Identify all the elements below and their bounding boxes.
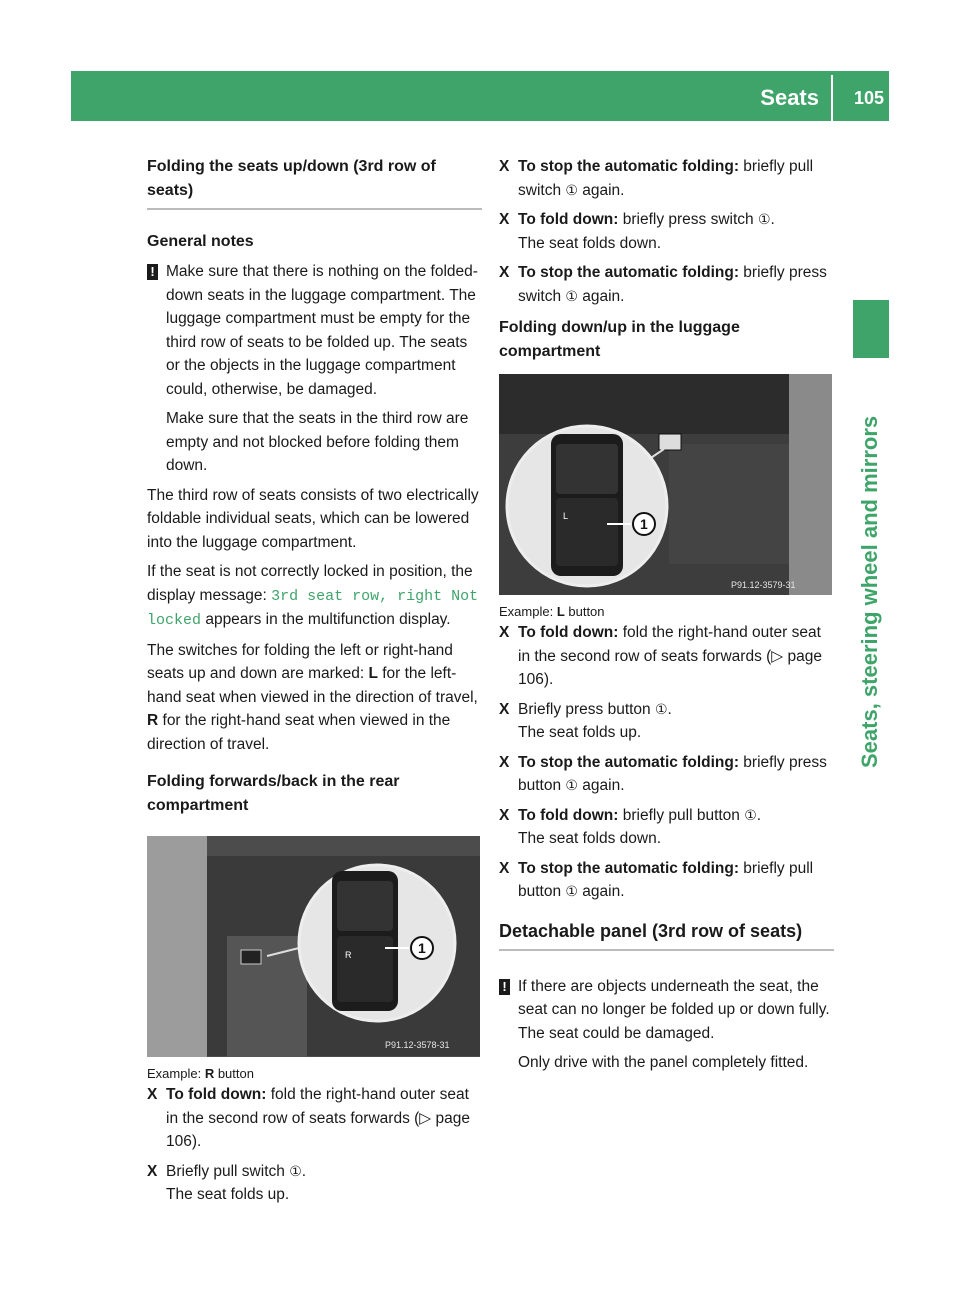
caption-text: button: [214, 1066, 254, 1081]
warning-icon: !: [147, 264, 158, 280]
instruction-step: [499, 751, 834, 798]
step-result: The seat folds down.: [518, 234, 662, 252]
paragraph: The third row of seats consists of two electrically foldable individual seats, which can be lowered into the luggage compartment.: [147, 486, 479, 551]
step-text: Briefly press button: [518, 700, 655, 718]
subheading: Folding down/up in the luggage compartment: [499, 319, 740, 360]
step-label: To fold down:: [518, 624, 619, 641]
step-label: To stop the automatic folding:: [518, 158, 739, 175]
instruction-step: [499, 804, 834, 851]
step-label: To fold down:: [518, 806, 619, 824]
right-column: [499, 155, 834, 1081]
figure-button-letter: R: [345, 950, 352, 960]
step-text: .: [756, 806, 762, 824]
step-text: briefly press switch: [618, 211, 758, 228]
callout-icon: ①: [565, 287, 578, 304]
step-label: To stop the automatic folding:: [518, 264, 739, 281]
figure-button-letter: L: [563, 511, 569, 521]
paragraph: [147, 639, 482, 757]
switch-label: L: [368, 665, 378, 682]
header-bar: [71, 71, 889, 121]
section-heading: Detachable panel (3rd row of seats): [499, 918, 834, 951]
callout-icon: ①: [744, 806, 757, 823]
step-marker-icon: X: [499, 753, 510, 771]
step-label: To fold down:: [166, 1086, 267, 1103]
figure-rear-compartment: [147, 836, 480, 1057]
header-divider: [831, 75, 833, 121]
caption-text: button: [564, 604, 605, 619]
instruction-step: [499, 698, 834, 745]
step-marker-icon: X: [499, 700, 510, 718]
warning-icon: !: [499, 979, 510, 995]
paragraph-text: If the seat is not correctly locked in position, the display message:: [147, 563, 473, 604]
step-text: .: [301, 1162, 307, 1180]
step-text: .: [667, 700, 672, 718]
step-marker-icon: X: [499, 211, 510, 228]
instruction-step: [499, 261, 834, 308]
rear-compartment-photo: [147, 836, 480, 1057]
paragraph-text: for the left-hand seat when viewed in the direction of travel,: [147, 665, 478, 706]
paragraph-text: The switches for folding the left or right-hand seats up and down are marked:: [147, 641, 453, 682]
warning-text: Make sure that the seats in the third row are empty and not blocked before folding them down.: [166, 410, 469, 474]
step-text: Briefly pull switch: [166, 1162, 290, 1180]
callout-icon: ①: [757, 211, 771, 227]
subheading: Folding forwards/back in the rear compartment: [147, 773, 400, 814]
warning-text: Only drive with the panel completely fitted.: [518, 1054, 809, 1071]
callout-icon: ①: [565, 883, 578, 899]
section-title: Seats: [760, 85, 819, 110]
step-marker-icon: X: [147, 1162, 158, 1180]
step-text: briefly press switch: [518, 264, 827, 305]
callout-icon: ①: [565, 777, 578, 793]
step-marker-icon: X: [499, 158, 510, 175]
step-text: briefly pull button: [518, 859, 814, 900]
warning-text: If there are objects underneath the seat, the seat can no longer be folded up or down fully. The seat could be damaged.: [518, 977, 830, 1042]
caption-text: Example:: [147, 1066, 205, 1081]
switch-label: R: [147, 712, 159, 729]
step-text: again.: [577, 287, 625, 305]
caption-label: L: [556, 604, 565, 619]
caption-label: R: [204, 1066, 215, 1081]
figure-luggage-compartment: [499, 374, 832, 595]
step-marker-icon: X: [499, 264, 510, 281]
warning-note: [147, 260, 482, 478]
figure-caption: [499, 603, 834, 621]
step-text: again.: [577, 883, 625, 900]
instruction-step: [499, 621, 834, 692]
step-label: To stop the automatic folding:: [518, 859, 739, 877]
step-label: To stop the automatic folding:: [518, 753, 739, 771]
figure-code: P91.12-3579-31: [731, 580, 796, 590]
callout-icon: ①: [654, 700, 668, 717]
general-notes-heading: General notes: [147, 233, 254, 250]
instruction-step: [147, 1083, 482, 1154]
side-tab-marker: [853, 300, 889, 358]
step-text: again.: [577, 181, 625, 199]
step-marker-icon: X: [499, 624, 510, 641]
instruction-step: [499, 155, 834, 202]
step-label: To fold down:: [518, 211, 619, 228]
side-chapter-text: Seats, steering wheel and mirrors: [857, 415, 882, 768]
step-result: The seat folds up.: [166, 1186, 290, 1203]
figure-callout: 1: [418, 940, 426, 956]
page-reference: page 106).: [518, 647, 823, 688]
callout-icon: ①: [565, 181, 578, 198]
figure-code: P91.12-3578-31: [385, 1040, 450, 1050]
figure-caption: [147, 1065, 482, 1083]
instruction-step: [499, 857, 834, 904]
step-text: briefly pull switch: [518, 158, 814, 199]
page-ref-icon: ▷: [419, 1109, 432, 1127]
step-text: again.: [577, 777, 625, 794]
warning-text: Make sure that there is nothing on the folded-down seats in the luggage compartment. The luggage compartment must be empty for the third row of seats to be folded up. The seats or the objects in the luggage compartment could, otherwise, be damaged.: [166, 263, 478, 398]
step-marker-icon: X: [499, 859, 510, 877]
page-number: 105: [853, 88, 884, 108]
step-text: briefly press button: [518, 753, 827, 794]
left-column: [147, 155, 482, 1213]
step-text: fold the right-hand outer seat in the second row of seats forwards (: [518, 624, 821, 665]
step-result: The seat folds up.: [518, 724, 642, 741]
section-heading: Folding the seats up/down (3rd row of seats): [147, 155, 482, 210]
paragraph-text: for the right-hand seat when viewed in the direction of travel.: [147, 712, 451, 753]
paragraph-text: appears in the multifunction display.: [201, 611, 451, 628]
figure-callout: 1: [640, 516, 648, 532]
caption-text: Example:: [499, 604, 557, 619]
paragraph: [147, 560, 482, 633]
step-text: fold the right-hand outer seat in the second row of seats forwards (: [166, 1086, 469, 1127]
step-text: briefly pull button: [618, 806, 745, 824]
step-result: The seat folds down.: [518, 830, 662, 847]
callout-icon: ①: [289, 1162, 302, 1179]
instruction-step: [147, 1160, 482, 1207]
page-reference: page 106).: [166, 1109, 471, 1150]
display-message: 3rd seat row, right Not locked: [147, 587, 479, 629]
step-marker-icon: X: [147, 1086, 158, 1103]
warning-note: [499, 975, 834, 1075]
luggage-compartment-photo: [499, 374, 832, 595]
instruction-step: [499, 208, 834, 255]
page-ref-icon: ▷: [771, 647, 784, 665]
step-marker-icon: X: [499, 806, 510, 824]
step-text: .: [770, 211, 775, 228]
